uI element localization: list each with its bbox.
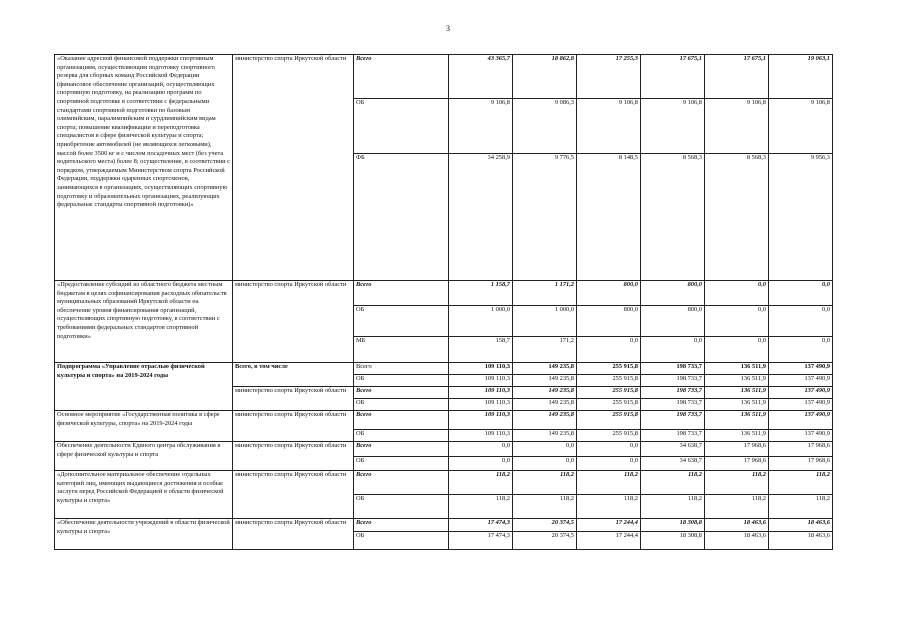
funding-source: ОБ: [354, 99, 449, 154]
funding-source: Всего: [354, 411, 449, 430]
subprogram-description: Подпрограмма «Управление отраслью физической культуры и спорта» на 2019-2024 годы: [55, 363, 233, 411]
value-cell: 136 511,9: [705, 363, 769, 375]
value-cell: 18 463,6: [705, 519, 769, 532]
value-cell: 198 733,7: [641, 399, 705, 411]
value-cell: 9 106,8: [449, 99, 513, 154]
table-row: [55, 281, 833, 306]
value-cell: 9 956,3: [769, 154, 833, 281]
value-cell: 1 158,7: [449, 281, 513, 306]
value-cell: 17 675,1: [641, 55, 705, 99]
measure-description: «Оказание адресной финансовой поддержки спортивным организациям, осуществляющим подготовку спортивного резерва для сборных команд Российской Федерации (финансовое обеспечение организаций, осуществляющих спортивную подготовку, на реализацию программ по спортивной подготовке в соответствии с федеральными стандартами спортивной подготовки по базовым олимпийским, паралимпийским и сурдлимпийским видам спорта; повышение квалификации и переподготовка специалистов в сфере физической культуры и спорта; приобретение автомобилей (не являющихся легковыми), массой более 3500 кг и с числом посадочных мест (без учета водительского места) более 8; осуществление, в соответствии с порядком, утверждаемым Министерством спорта Российской Федерации, поддержки одаренных спортсменов, занимающихся в организациях, осуществляющих спортивную подготовку и образовательных организациях, реализующих федеральные стандарты спортивной подготовки)»: [55, 55, 233, 281]
value-cell: 109 110,3: [449, 375, 513, 387]
value-cell: 137 490,9: [769, 363, 833, 375]
measure-description: Основное мероприятие «Государственная политика в сфере физической культуры, спорта» на 2019-2024 годы: [55, 411, 233, 442]
value-cell: 0,0: [449, 457, 513, 471]
value-cell: 118,2: [641, 495, 705, 519]
table-row: [55, 471, 833, 495]
value-cell: 255 915,8: [577, 375, 641, 387]
value-cell: 18 862,8: [513, 55, 577, 99]
executor-cell: министерство спорта Иркутской области: [233, 387, 354, 411]
value-cell: 198 733,7: [641, 363, 705, 375]
value-cell: 109 110,3: [449, 411, 513, 430]
value-cell: 34 638,7: [641, 442, 705, 457]
value-cell: 255 915,8: [577, 363, 641, 375]
table-row: [55, 411, 833, 430]
funding-source: ОБ: [354, 495, 449, 519]
value-cell: 118,2: [513, 495, 577, 519]
value-cell: 136 511,9: [705, 375, 769, 387]
value-cell: 20 374,5: [513, 532, 577, 550]
funding-source: ОБ: [354, 306, 449, 337]
value-cell: 118,2: [577, 471, 641, 495]
value-cell: 0,0: [769, 281, 833, 306]
value-cell: 17 244,4: [577, 519, 641, 532]
funding-source: ОБ: [354, 430, 449, 442]
table-row: [55, 363, 833, 375]
executor-cell: министерство спорта Иркутской области: [233, 55, 354, 281]
value-cell: 9 086,3: [513, 99, 577, 154]
value-cell: 1 000,0: [513, 306, 577, 337]
value-cell: 17 474,3: [449, 519, 513, 532]
value-cell: 255 915,8: [577, 399, 641, 411]
value-cell: 17 675,1: [705, 55, 769, 99]
value-cell: 800,0: [577, 281, 641, 306]
value-cell: 1 171,2: [513, 281, 577, 306]
value-cell: 0,0: [513, 457, 577, 471]
value-cell: 109 110,3: [449, 399, 513, 411]
value-cell: 198 733,7: [641, 375, 705, 387]
value-cell: 109 110,3: [449, 430, 513, 442]
value-cell: 118,2: [449, 495, 513, 519]
measure-description: «Дополнительное материальное обеспечение отдельных категорий лиц, имеющих выдающиеся достижения и особые заслуги перед Российской Федерацией в области физической культуры и спорта»: [55, 471, 233, 519]
value-cell: 158,7: [449, 337, 513, 363]
value-cell: 137 490,9: [769, 411, 833, 430]
value-cell: 43 365,7: [449, 55, 513, 99]
executor-cell: министерство спорта Иркутской области: [233, 411, 354, 442]
funding-source: Всего: [354, 387, 449, 399]
page-number: 3: [446, 24, 450, 33]
value-cell: 118,2: [705, 495, 769, 519]
value-cell: 0,0: [705, 337, 769, 363]
value-cell: 198 733,7: [641, 387, 705, 399]
value-cell: 149 235,8: [513, 399, 577, 411]
value-cell: 136 511,9: [705, 387, 769, 399]
table-row: [55, 55, 833, 99]
value-cell: 0,0: [769, 337, 833, 363]
value-cell: 0,0: [705, 281, 769, 306]
funding-source: Всего: [354, 471, 449, 495]
value-cell: 9 106,8: [577, 99, 641, 154]
value-cell: 9 106,8: [769, 99, 833, 154]
value-cell: 17 968,6: [705, 457, 769, 471]
funding-source: ФБ: [354, 154, 449, 281]
value-cell: 171,2: [513, 337, 577, 363]
value-cell: 1 000,0: [449, 306, 513, 337]
value-cell: 118,2: [769, 471, 833, 495]
value-cell: 34 258,9: [449, 154, 513, 281]
funding-source: ОБ: [354, 375, 449, 387]
value-cell: 800,0: [577, 306, 641, 337]
executor-cell: министерство спорта Иркутской области: [233, 519, 354, 550]
executor-cell: министерство спорта Иркутской области: [233, 471, 354, 519]
value-cell: 118,2: [641, 471, 705, 495]
value-cell: 18 308,8: [641, 519, 705, 532]
value-cell: 8 148,5: [577, 154, 641, 281]
value-cell: 17 255,3: [577, 55, 641, 99]
value-cell: 149 235,8: [513, 387, 577, 399]
value-cell: 149 235,8: [513, 411, 577, 430]
value-cell: 149 235,8: [513, 375, 577, 387]
measure-description: «Предоставление субсидий из областного бюджета местным бюджетам в целях софинансирования расходных обязательств муниципальных образований Иркутской области на обеспечение уровня финансирования организаций, осуществляющих спортивную подготовку, в соответствии с требованиями федеральных стандартов спортивной подготовки»: [55, 281, 233, 363]
value-cell: 137 490,9: [769, 399, 833, 411]
value-cell: 18 308,8: [641, 532, 705, 550]
value-cell: 136 511,9: [705, 430, 769, 442]
value-cell: 0,0: [577, 337, 641, 363]
value-cell: 0,0: [449, 442, 513, 457]
funding-source: ОБ: [354, 532, 449, 550]
value-cell: 800,0: [641, 306, 705, 337]
value-cell: 17 244,4: [577, 532, 641, 550]
funding-source: Всего: [354, 442, 449, 457]
value-cell: 118,2: [513, 471, 577, 495]
value-cell: 255 915,8: [577, 387, 641, 399]
value-cell: 198 733,7: [641, 430, 705, 442]
value-cell: 118,2: [769, 495, 833, 519]
executor-cell: Всего, в том числе: [233, 363, 354, 387]
value-cell: 109 110,3: [449, 387, 513, 399]
value-cell: 198 733,7: [641, 411, 705, 430]
value-cell: 0,0: [577, 457, 641, 471]
value-cell: 17 474,3: [449, 532, 513, 550]
value-cell: 18 463,6: [705, 532, 769, 550]
value-cell: 136 511,9: [705, 411, 769, 430]
funding-source: Всего: [354, 519, 449, 532]
value-cell: 255 915,8: [577, 411, 641, 430]
value-cell: 20 374,5: [513, 519, 577, 532]
value-cell: 0,0: [705, 306, 769, 337]
value-cell: 18 463,6: [769, 532, 833, 550]
value-cell: 8 568,3: [641, 154, 705, 281]
budget-table: [54, 54, 833, 550]
value-cell: 0,0: [641, 337, 705, 363]
measure-description: «Обеспечение деятельности учреждений в области физической культуры и спорта»: [55, 519, 233, 550]
value-cell: 0,0: [513, 442, 577, 457]
value-cell: 0,0: [769, 306, 833, 337]
funding-source: Всего: [354, 55, 449, 99]
measure-description: Обеспечение деятельности Единого центра обслуживания в сфере физической культуры и спорта: [55, 442, 233, 471]
value-cell: 118,2: [577, 495, 641, 519]
table-row: [55, 442, 833, 457]
funding-source: ОБ: [354, 399, 449, 411]
value-cell: 8 568,3: [705, 154, 769, 281]
value-cell: 9 106,8: [641, 99, 705, 154]
value-cell: 255 915,8: [577, 430, 641, 442]
value-cell: 18 463,6: [769, 519, 833, 532]
value-cell: 118,2: [449, 471, 513, 495]
value-cell: 136 511,9: [705, 399, 769, 411]
value-cell: 17 968,6: [769, 442, 833, 457]
executor-cell: министерство спорта Иркутской области: [233, 281, 354, 363]
value-cell: 137 490,9: [769, 430, 833, 442]
funding-source: Всего: [354, 281, 449, 306]
value-cell: 34 638,7: [641, 457, 705, 471]
value-cell: 137 490,9: [769, 387, 833, 399]
funding-source: ОБ: [354, 457, 449, 471]
table-row: [55, 519, 833, 532]
value-cell: 17 968,6: [769, 457, 833, 471]
value-cell: 118,2: [705, 471, 769, 495]
value-cell: 800,0: [641, 281, 705, 306]
value-cell: 9 106,8: [705, 99, 769, 154]
value-cell: 109 110,3: [449, 363, 513, 375]
value-cell: 9 776,5: [513, 154, 577, 281]
value-cell: 0,0: [577, 442, 641, 457]
value-cell: 19 063,1: [769, 55, 833, 99]
value-cell: 149 235,8: [513, 363, 577, 375]
executor-cell: министерство спорта Иркутской области: [233, 442, 354, 471]
value-cell: 17 968,6: [705, 442, 769, 457]
value-cell: 137 490,9: [769, 375, 833, 387]
funding-source: МБ: [354, 337, 449, 363]
funding-source: Всего: [354, 363, 449, 375]
value-cell: 149 235,8: [513, 430, 577, 442]
